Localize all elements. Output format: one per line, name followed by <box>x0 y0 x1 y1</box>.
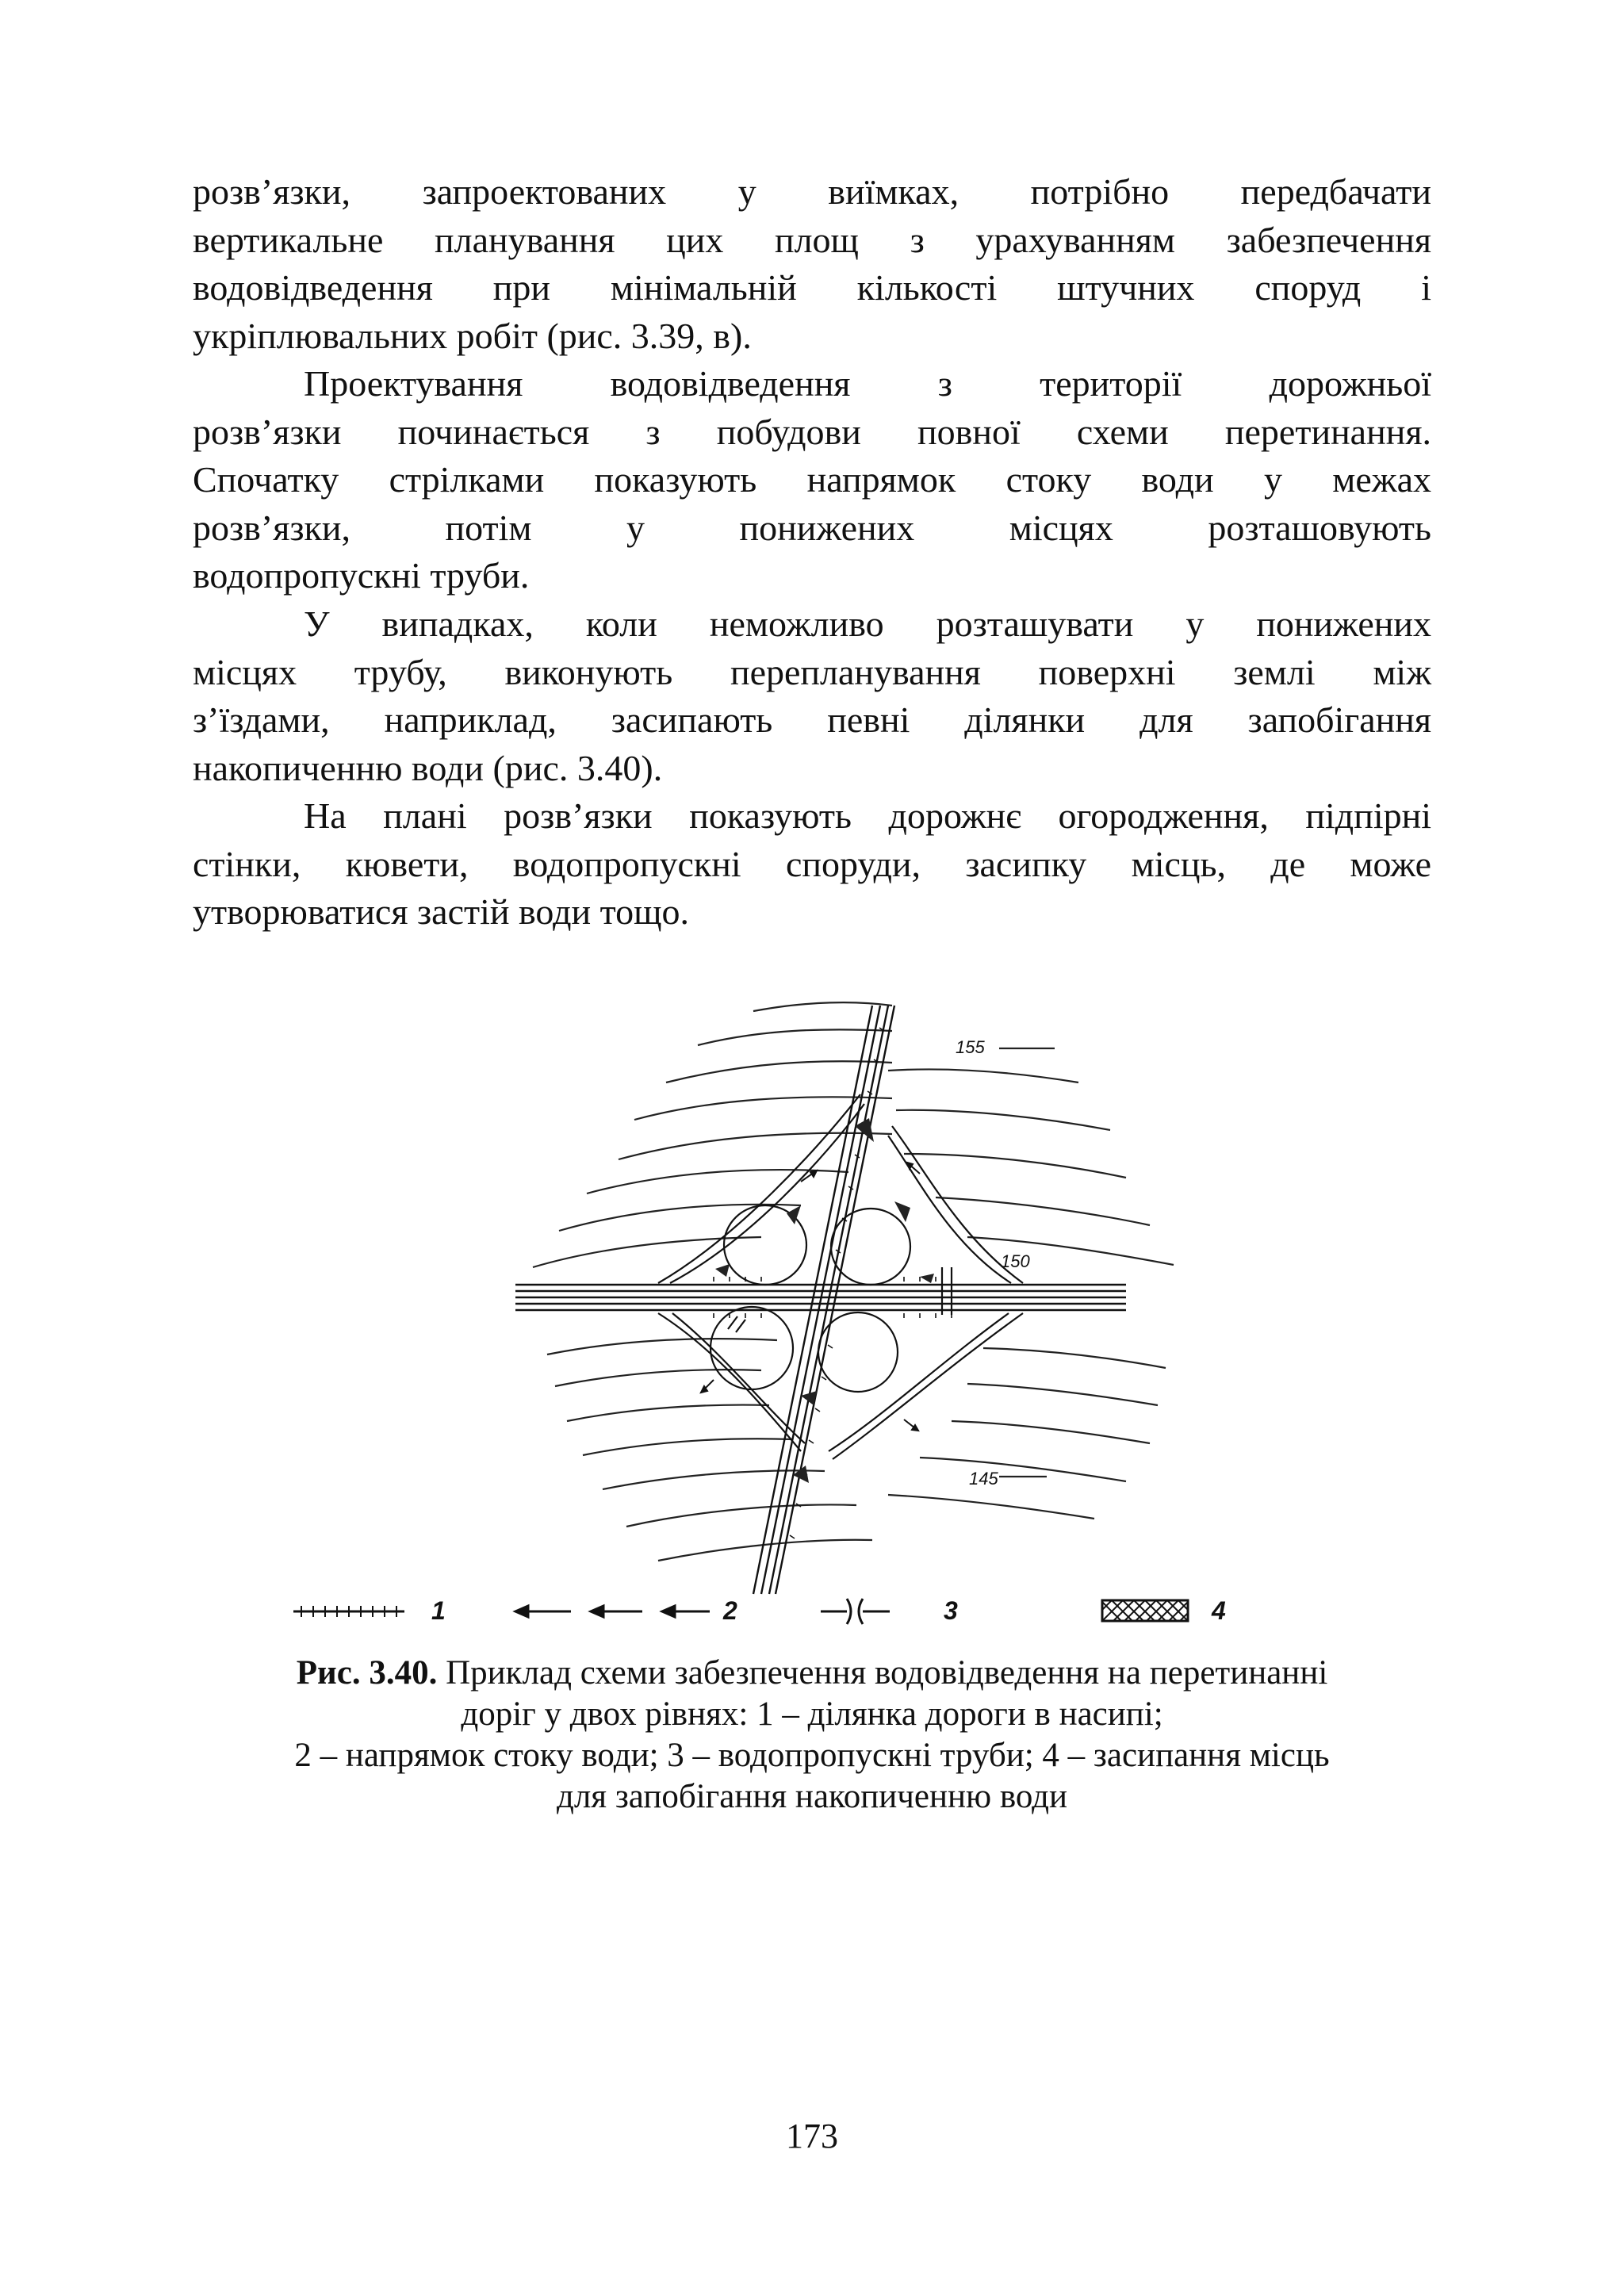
text-line: Проектування водовідведення з території дорожньої <box>304 363 1431 404</box>
caption-line: доріг у двох рівнях: 1 – ділянка дороги в насипі; <box>461 1695 1163 1733</box>
legend-label-1: 1 <box>431 1596 446 1625</box>
legend-label-4: 4 <box>1212 1596 1226 1625</box>
fill-areas <box>715 1118 934 1483</box>
contour-label-155: 155 <box>956 1037 985 1057</box>
text-line: місцях трубу, виконують перепланування поверхні землі між <box>193 651 1431 692</box>
paragraph-2 <box>193 360 1431 600</box>
legend-item-4 <box>1102 1596 1226 1625</box>
text-line: стінки, кювети, водопропускні споруди, засипку місць, де може <box>193 843 1431 884</box>
paragraph-3 <box>193 600 1431 792</box>
text-line: У випадках, коли неможливо розташувати у понижених <box>304 603 1431 644</box>
text-line: вертикальне планування цих площ з урахуванням забезпечення <box>193 219 1431 260</box>
text-line: Спочатку стрілками показують напрямок стоку води у межах <box>193 459 1431 500</box>
cloverleaf-loops <box>710 1205 910 1392</box>
caption-line: для запобігання накопиченню води <box>556 1778 1068 1815</box>
contour-label-145: 145 <box>969 1469 998 1488</box>
caption-label: Рис. 3.40. <box>296 1654 438 1692</box>
legend-item-3 <box>821 1596 958 1625</box>
interchange-drainage-diagram <box>492 983 1237 1618</box>
text-line: укріплювальних робіт (рис. 3.39, в). <box>193 315 752 356</box>
legend-label-3: 3 <box>944 1596 958 1625</box>
text-line: На плані розв’язки показують дорожнє огородження, підпірні <box>304 795 1431 836</box>
paragraph-4 <box>193 792 1431 937</box>
text-line: утворюватися застій води тощо. <box>193 891 690 932</box>
text-line: накопиченню води (рис. 3.40). <box>193 747 663 788</box>
figure-caption <box>193 1653 1431 1818</box>
text-line: розв’язки починається з побудови повної схеми перетинання. <box>193 411 1431 452</box>
text-line: розв’язки, потім у понижених місцях розташовують <box>193 507 1431 548</box>
legend-item-1 <box>293 1596 446 1625</box>
figure-legend <box>285 1586 1237 1634</box>
caption-line <box>193 1653 1431 1694</box>
caption-line: 2 – напрямок стоку води; 3 – водопропускні труби; 4 – засипання місць <box>294 1737 1330 1774</box>
legend-item-2 <box>515 1596 737 1625</box>
contour-label-150: 150 <box>1001 1251 1030 1271</box>
text-line: з’їздами, наприклад, засипають певні ділянки для запобігання <box>193 699 1431 740</box>
text-line: розв’язки, запроектованих у виїмках, потрібно передбачати <box>193 171 1431 212</box>
legend-label-2: 2 <box>723 1596 737 1625</box>
text-line: водопропускні труби. <box>193 555 530 596</box>
caption-text: Приклад схеми забезпечення водовідведення на перетинанні <box>437 1654 1328 1692</box>
page-number: 173 <box>786 2117 838 2155</box>
text-line: водовідведення при мінімальній кількості штучних споруд і <box>193 267 1431 308</box>
paragraph-1 <box>193 168 1431 360</box>
